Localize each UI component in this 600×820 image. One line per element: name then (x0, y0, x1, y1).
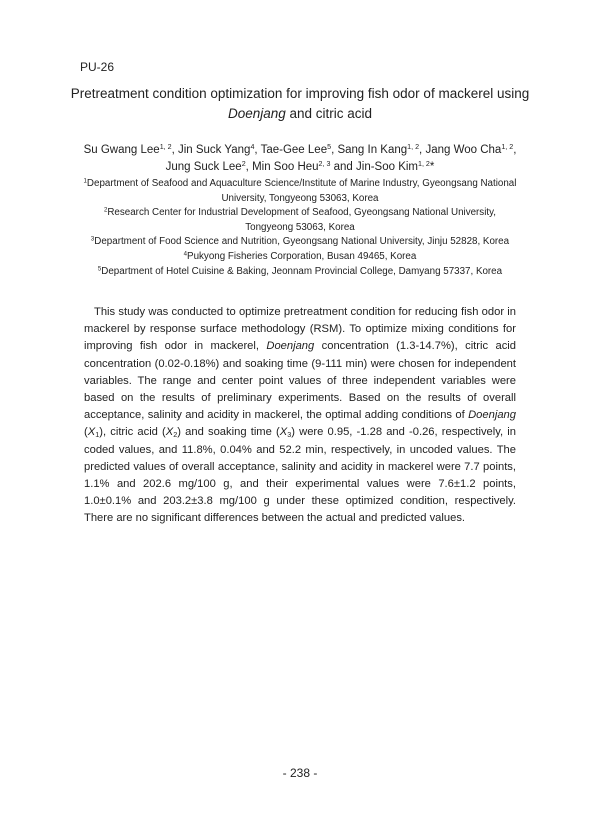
author: Jang Woo Cha$^{1, 2}$, (425, 143, 517, 156)
title-line-2: and citric acid (285, 106, 373, 121)
author: Jung Suck Lee$^2$, (165, 160, 253, 173)
page-number: - 238 - (282, 766, 318, 780)
title-italic-term: Doenjang (227, 106, 286, 121)
affiliation: $^3$Department of Food Science and Nutrition, Gyeongsang National University, Jinju 52828, Korea (90, 236, 510, 248)
abstract-body: This study was conducted to optimize pretreatment condition for reducing fish odor in mackerel by response surface methodology (RSM). To optimize mixing conditions for improving fish odor in mackerel, Doenjang concentration (1.3-14.7%), citric acid concentration (0.02-0.18%) and soaking time (9-111 min) were chosen for independent variables. The range and center point values of three independent variables were based on the results of preliminary experiments. Based on the results of overall acceptance, salinity and acidity in mackerel, the optimal adding conditions of Doenjang $(X_1)$, citric acid $(X_2)$ and soaking time $(X_3)$ were 0.95, -1.28 and -0.26, respectively, in coded values, and 11.8%, 0.04% and 52.2 min, respectively, in uncoded values. The predicted values of overall acceptance, salinity and acidity in mackerel were 7.7 points, 1.1% and 202.6 mg/100 g, and their experimental values were 7.6±1.2 points, 1.0±0.1% and 203.2±3.8 mg/100 g under these optimized condition, respectively. There are no significant differences between the actual and predicted values. (84, 306, 516, 525)
abstract-code: PU-26 (80, 60, 115, 74)
author: Su Gwang Lee$^{1, 2}$, (83, 143, 178, 156)
affiliation: $^5$Department of Hotel Cuisine & Baking, Jeonnam Provincial College, Damyang 57337, Korea (97, 265, 503, 277)
author: Jin Suck Yang$^4$, (177, 143, 261, 156)
author: Jin-Soo Kim$^{1, 2}$* (356, 160, 435, 173)
affiliation: $^4$Pukyong Fisheries Corporation, Busan 49465, Korea (183, 250, 417, 262)
title-line-1: Pretreatment condition optimization for improving fish odor of mackerel using (70, 86, 530, 101)
affiliation: $^2$Research Center for Industrial Development of Seafood, Gyeongsang National University, Tongyeong 53063, Korea (103, 207, 496, 233)
author: Sang In Kang$^{1, 2}$, (337, 143, 426, 156)
author: Tae-Gee Lee$^5$, (260, 143, 338, 156)
author-list (80, 142, 520, 176)
affiliation-list (80, 177, 520, 279)
affiliation: $^1$Department of Seafood and Aquaculture Science/Institute of Marine Industry, Gyeongsang National University, Tongyeong 53063, Korea (83, 178, 517, 204)
paper-title (60, 84, 540, 124)
author: Min Soo Heu$^{2, 3}$ and (252, 160, 357, 173)
